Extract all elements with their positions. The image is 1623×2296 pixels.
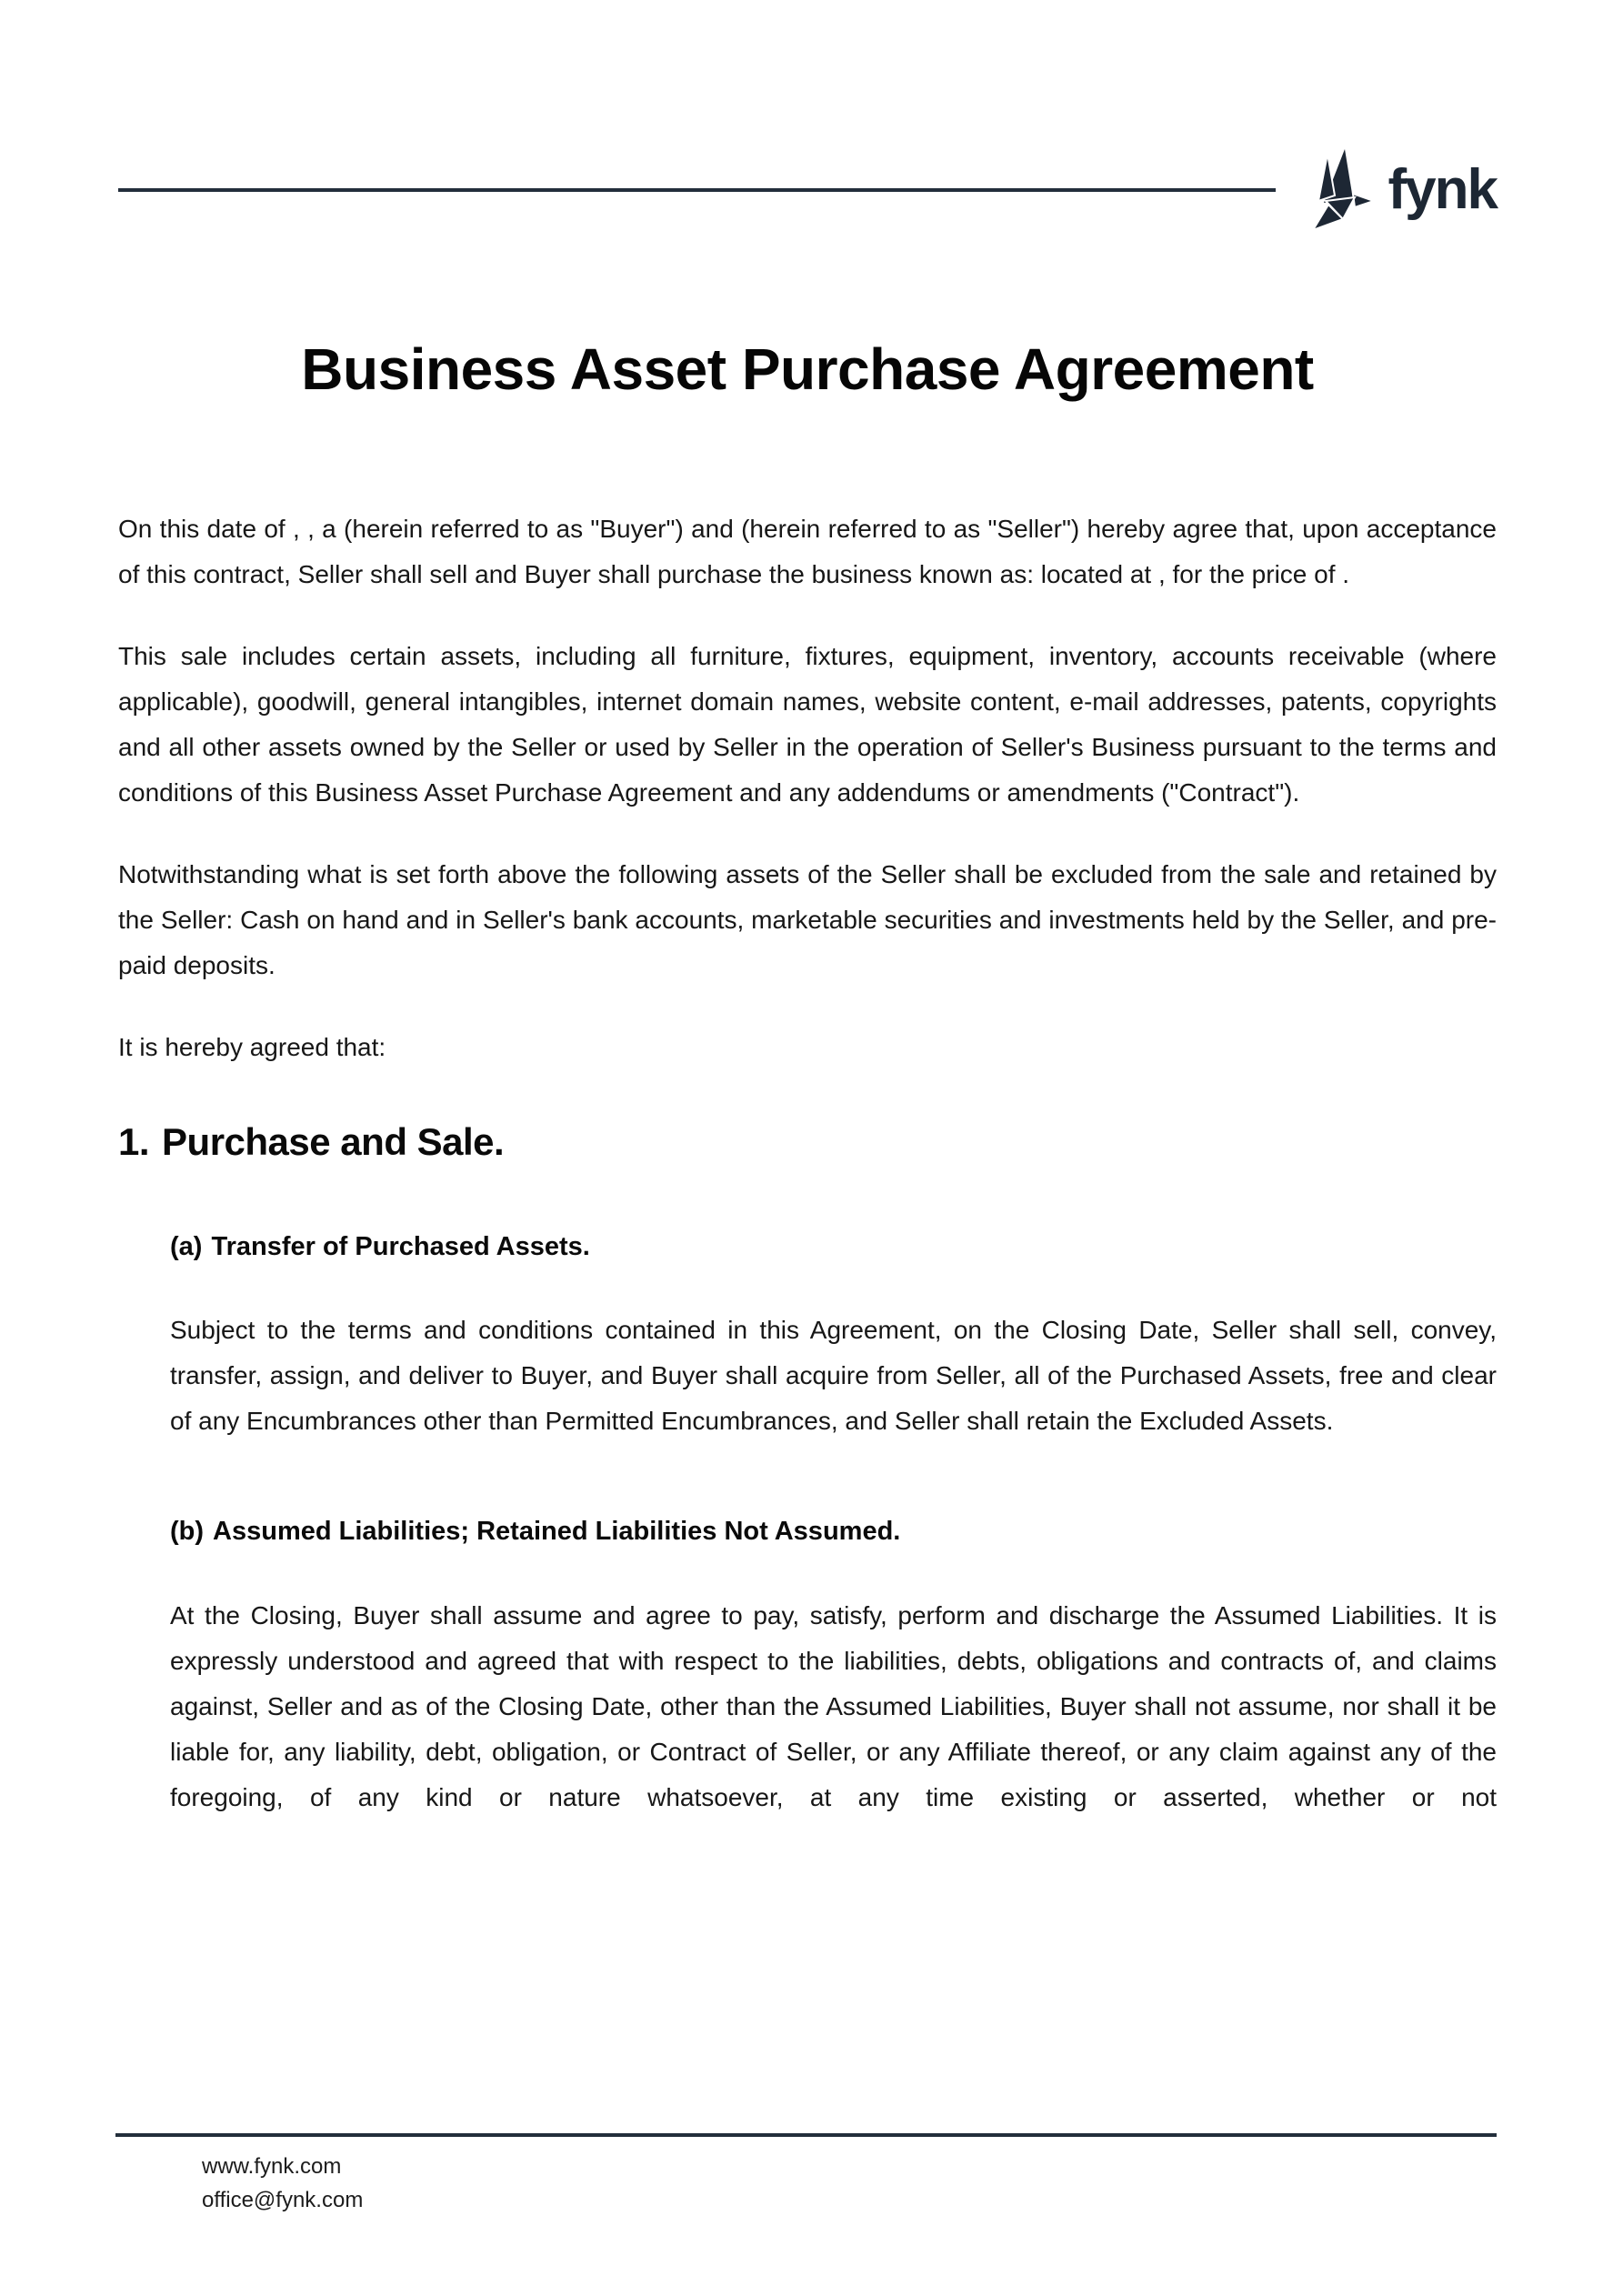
subsection-a-title: Transfer of Purchased Assets. (211, 1231, 590, 1261)
intro-paragraph-3: Notwithstanding what is set forth above the following assets of the Seller shall be excluded from the sale and retained by the Seller: Cash on hand and in Seller's bank accounts, marketable securities and investments held by the Seller, and pre-paid deposits. (118, 860, 1497, 980)
subsection-a-body: Subject to the terms and conditions contained in this Agreement, on the Closing Date, Seller shall sell, convey, transfer, assign, and deliver to Buyer, and Buyer shall acquire from Seller, all of the Purchased Assets, free and clear of any Encumbrances other than Permitted Encumbrances, and Seller shall retain the Excluded Assets. (170, 1316, 1497, 1436)
section-number: 1. (118, 1120, 150, 1164)
document-title: Business Asset Purchase Agreement (301, 336, 1314, 402)
lead-in-line: It is hereby agreed that: (118, 1033, 386, 1062)
footer-website: www.fynk.com (202, 2154, 342, 2179)
footer-email: office@fynk.com (202, 2188, 364, 2212)
origami-bird-icon (1312, 148, 1376, 232)
fynk-logo (1312, 148, 1497, 232)
intro-paragraph-1: On this date of , , a (herein referred to as "Buyer") and (herein referred to as "Seller") hereby agree that, upon acceptance of this contract, Seller shall sell and Buyer shall purchase the business known as: located at , for the price of . (118, 515, 1497, 589)
subsection-a (170, 1228, 1497, 1445)
section-title: Purchase and Sale. (162, 1120, 505, 1164)
subsection-b-label: (b) (170, 1517, 205, 1547)
subsection-b-heading (170, 1513, 1497, 1550)
subsection-b-body: At the Closing, Buyer shall assume and agree to pay, satisfy, perform and discharge the Assumed Liabilities. It is expressly understood and agreed that with respect to the liabilities, debts, obligations and contracts of, and claims against, Seller and as of the Closing Date, other than the Assumed Liabilities, Buyer shall not assume, nor shall it be liable for, any liability, debt, obligation, or Contract of Seller, or any Affiliate thereof, or any claim against any of the foregoing, of any kind or nature whatsoever, at any time existing or asserted, whether or not (170, 1600, 1497, 1811)
subsection-b-title: Assumed Liabilities; Retained Liabilities Not Assumed. (213, 1517, 901, 1547)
subsection-a-heading (170, 1228, 1497, 1266)
subsection-b (170, 1513, 1497, 1820)
brand-wordmark: fynk (1388, 158, 1497, 221)
intro-paragraph-2: This sale includes certain assets, including all furniture, fixtures, equipment, inventory, accounts receivable (where applicable), goodwill, general intangibles, internet domain names, website content, e-mail addresses, patents, copyrights and all other assets owned by the Seller or used by Seller in the operation of Seller's Business pursuant to the terms and conditions of this Business Asset Purchase Agreement and any addendums or amendments ("Contract"). (118, 642, 1497, 807)
header-rule (118, 188, 1276, 192)
footer-rule (115, 2133, 1497, 2137)
section-1-heading (118, 1118, 1497, 1167)
page-header (118, 150, 1497, 230)
page-footer (115, 2133, 1497, 2217)
subsection-a-label: (a) (170, 1231, 203, 1261)
